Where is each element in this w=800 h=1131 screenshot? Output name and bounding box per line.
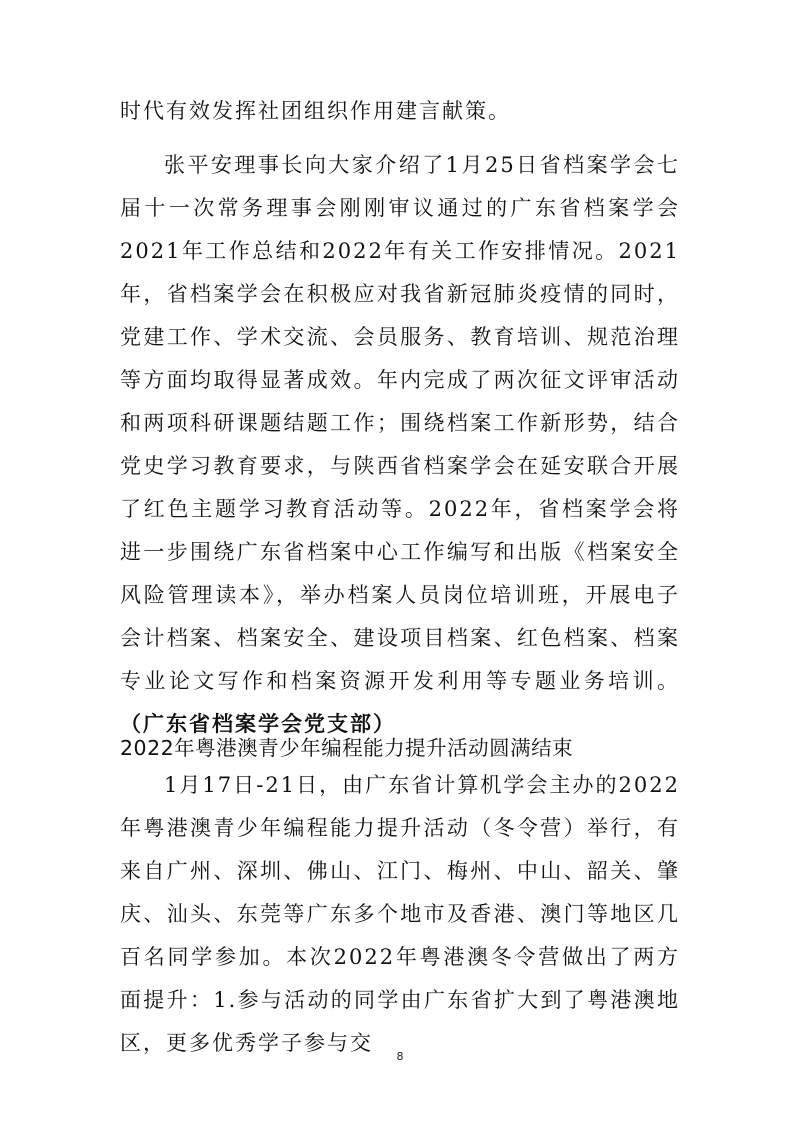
paragraph-meeting-summary [120,144,680,746]
paragraph-source-credit: （广东省档案学会党支部） [120,712,396,736]
paragraph-coding-camp: 1月17日-21日，由广东省计算机学会主办的2022年粤港澳青少年编程能力提升活动（冬令营）举行，有来自广州、深圳、佛山、江门、梅州、中山、韶关、肇庆、汕头、东莞等广东多个地市及香港、澳门等地区几百名同学参加。本次2022年粤港澳冬令营做出了两方面提升：1.参与活动的同学由广东省扩大到了粤港澳地区，更多优秀学子参与交 [120,773,680,1055]
paragraph-meeting-summary-text: 张平安理事长向大家介绍了1月25日省档案学会七届十一次常务理事会刚刚审议通过的广东省档案学会2021年工作总结和2022年有关工作安排情况。2021年，省档案学会在积极应对我省新冠肺炎疫情的同时，党建工作、学术交流、会员服务、教育培训、规范治理等方面均取得显著成效。年内完成了两次征文评审活动和两项科研课题结题工作；围绕档案工作新形势，结合党史学习教育要求，与陕西省档案学会在延安联合开展了红色主题学习教育活动等。2022年，省档案学会将进一步围绕广东省档案中心工作编写和出版《档案安全风险管理读本》，举办档案人员岗位培训班，开展电子会计档案、档案安全、建设项目档案、红色档案、档案专业论文写作和档案资源开发利用等专题业务培训。 [120,153,680,693]
page-number: 8 [396,1050,404,1063]
section-heading: 2022年粤港澳青少年编程能力提升活动圆满结束 [120,736,574,760]
paragraph-continuation: 时代有效发挥社团组织作用建言献策。 [120,99,511,123]
